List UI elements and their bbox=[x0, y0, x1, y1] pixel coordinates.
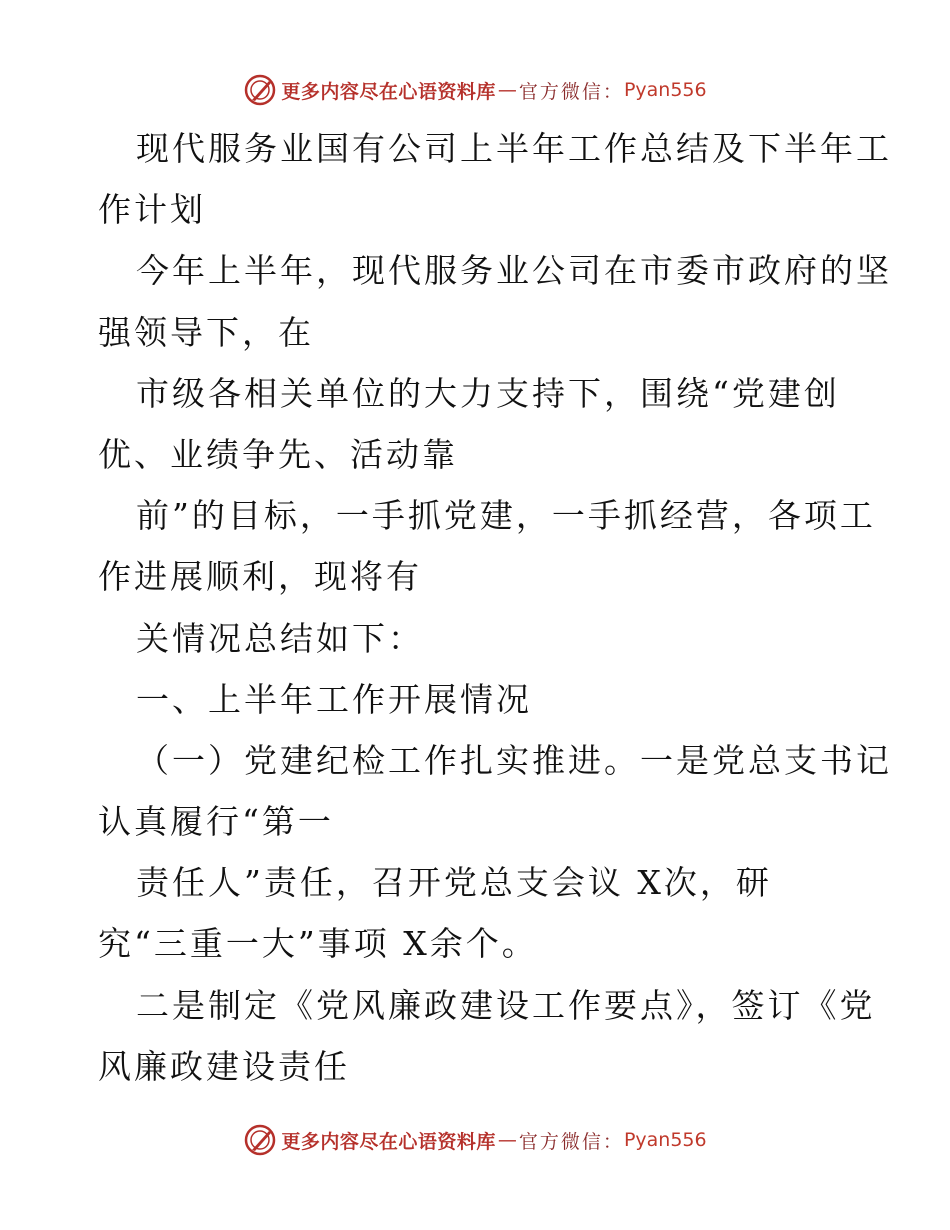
banner-wechat-account: Pyan556 bbox=[623, 1129, 707, 1151]
banner-wechat-label: 官方微信： bbox=[518, 80, 624, 103]
paragraph-line: 关情况总结如下： bbox=[136, 618, 424, 658]
paragraph-line: 强领导下，在 bbox=[98, 312, 314, 352]
watermark-banner-bottom bbox=[0, 1120, 950, 1160]
paragraph-line: （一）党建纪检工作扎实推进。一是党总支书记 bbox=[136, 740, 892, 780]
paragraph-line: 认真履行“第一 bbox=[98, 802, 334, 842]
doc-title-line-1: 现代服务业国有公司上半年工作总结及下半年工 bbox=[136, 129, 892, 168]
banner-wechat-label: 官方微信： bbox=[518, 1130, 624, 1153]
watermark-banner-top bbox=[0, 70, 950, 110]
paragraph-line: 优、业绩争先、活动靠 bbox=[98, 434, 458, 474]
paragraph-line: 风廉政建设责任 bbox=[98, 1046, 350, 1086]
feather-pen-logo-icon bbox=[243, 1123, 277, 1157]
banner-wechat-account: Pyan556 bbox=[623, 79, 707, 101]
paragraph-line: 前”的目标，一手抓党建，一手抓经营，各项工 bbox=[136, 496, 876, 536]
doc-title-line-2: 作计划 bbox=[98, 190, 206, 230]
paragraph-line: 作进展顺利，现将有 bbox=[98, 557, 422, 597]
paragraph-line: 究“三重一大”事项 X余个。 bbox=[98, 924, 538, 964]
banner-title: 更多内容尽在心语资料库 bbox=[281, 1130, 496, 1153]
paragraph-line: 今年上半年，现代服务业公司在市委市政府的坚 bbox=[136, 251, 892, 291]
paragraph-line: 二是制定《党风廉政建设工作要点》，签订《党 bbox=[136, 985, 876, 1025]
section-heading: 一、上半年工作开展情况 bbox=[136, 679, 532, 719]
feather-pen-logo-icon bbox=[243, 73, 277, 107]
paragraph-line: 市级各相关单位的大力支持下，围绕“党建创 bbox=[136, 373, 840, 413]
document-body bbox=[98, 118, 892, 1097]
banner-title: 更多内容尽在心语资料库 bbox=[281, 80, 496, 103]
banner-dash: — bbox=[497, 1129, 517, 1151]
banner-dash: — bbox=[497, 79, 517, 101]
paragraph-line: 责任人”责任，召开党总支会议 X次，研 bbox=[136, 863, 772, 903]
